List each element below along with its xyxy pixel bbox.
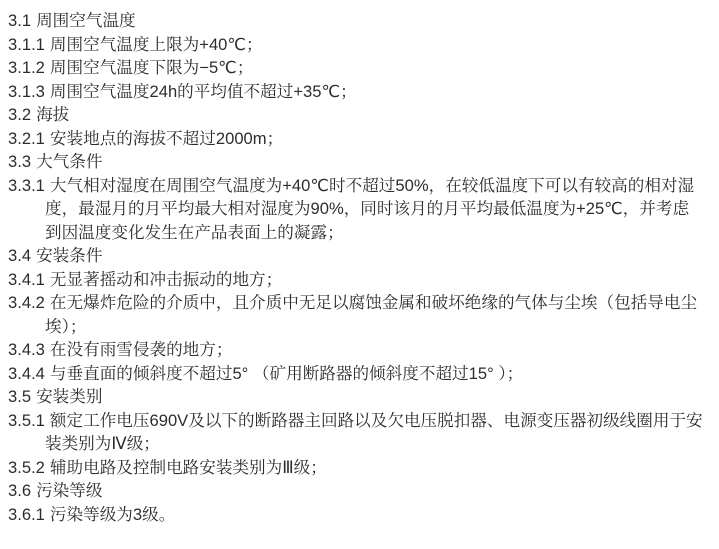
section-title: 安装类别 xyxy=(36,387,103,406)
clause-number: 3.6.1 xyxy=(8,504,45,524)
clause-number: 3.1.3 xyxy=(8,81,45,101)
clause-text: 辅助电路及控制电路安装类别为Ⅲ级； xyxy=(49,457,327,477)
clause-3-4-1 xyxy=(8,268,703,292)
clause-3-2-1 xyxy=(8,127,703,151)
clause-text: 在无爆炸危险的介质中，且介质中无足以腐蚀金属和破坏绝缘的气体与尘埃（包括导电尘埃）； xyxy=(45,293,698,336)
clause-text: 无显著摇动和冲击振动的地方； xyxy=(49,269,283,289)
clause-text: 在没有雨雪侵袭的地方； xyxy=(49,340,233,359)
clause-number: 3.5.1 xyxy=(8,410,45,430)
clause-text: 周围空气温度24h的平均值不超过+35℃； xyxy=(49,81,357,101)
clause-3-4-3 xyxy=(8,338,703,362)
clause-text: 安装地点的海拔不超过2000m； xyxy=(49,128,284,148)
clause-3-3-1 xyxy=(8,174,703,245)
clause-number: 3.4.3 xyxy=(8,340,45,359)
clause-3-1-3 xyxy=(8,80,703,104)
section-heading-3-6 xyxy=(8,479,703,503)
clause-3-6-1 xyxy=(8,503,703,527)
clause-3-5-2 xyxy=(8,456,703,480)
clause-number: 3.1.1 xyxy=(8,34,45,54)
section-number: 3.2 xyxy=(8,105,32,124)
clause-text: 大气相对湿度在周围空气温度为+40℃时不超过50%，在较低温度下可以有较高的相对湿度，最湿月的月平均最大相对湿度为90%，同时该月的月平均最低温度为+25℃，并考虑到因温度变化发生在产品表面上的凝露； xyxy=(45,175,695,242)
clause-number: 3.3.1 xyxy=(8,175,45,195)
clause-3-1-2 xyxy=(8,56,703,80)
clause-text: 与垂直面的倾斜度不超过5° （矿用断路器的倾斜度不超过15° ）； xyxy=(49,363,524,383)
section-heading-3-2 xyxy=(8,103,703,127)
clause-text: 周围空气温度上限为+40℃； xyxy=(49,34,263,54)
clause-3-4-2 xyxy=(8,291,703,338)
clause-number: 3.4.4 xyxy=(8,363,45,383)
clause-3-1-1 xyxy=(8,33,703,57)
clause-number: 3.2.1 xyxy=(8,128,45,148)
clause-number: 3.4.1 xyxy=(8,269,45,289)
clause-number: 3.5.2 xyxy=(8,457,45,477)
clause-text: 污染等级为3级。 xyxy=(49,504,176,524)
section-title: 周围空气温度 xyxy=(36,11,136,30)
section-heading-3-5 xyxy=(8,385,703,409)
section-number: 3.5 xyxy=(8,387,32,406)
clause-3-5-1 xyxy=(8,409,703,456)
clause-3-4-4 xyxy=(8,362,703,386)
section-heading-3-1 xyxy=(8,9,703,33)
section-number: 3.4 xyxy=(8,246,32,265)
section-heading-3-3 xyxy=(8,150,703,174)
section-title: 安装条件 xyxy=(36,246,103,265)
section-number: 3.6 xyxy=(8,481,32,500)
clause-number: 3.1.2 xyxy=(8,58,45,77)
section-title: 大气条件 xyxy=(36,152,103,171)
clause-text: 周围空气温度下限为−5℃； xyxy=(49,58,254,77)
section-title: 污染等级 xyxy=(36,481,103,500)
clause-text: 额定工作电压690V及以下的断路器主回路以及欠电压脱扣器、电源变压器初级线圈用于安装类别为Ⅳ级； xyxy=(45,410,703,453)
section-heading-3-4 xyxy=(8,244,703,268)
section-number: 3.3 xyxy=(8,152,32,171)
section-number: 3.1 xyxy=(8,11,32,30)
section-title: 海拔 xyxy=(36,105,70,124)
clause-number: 3.4.2 xyxy=(8,293,45,312)
